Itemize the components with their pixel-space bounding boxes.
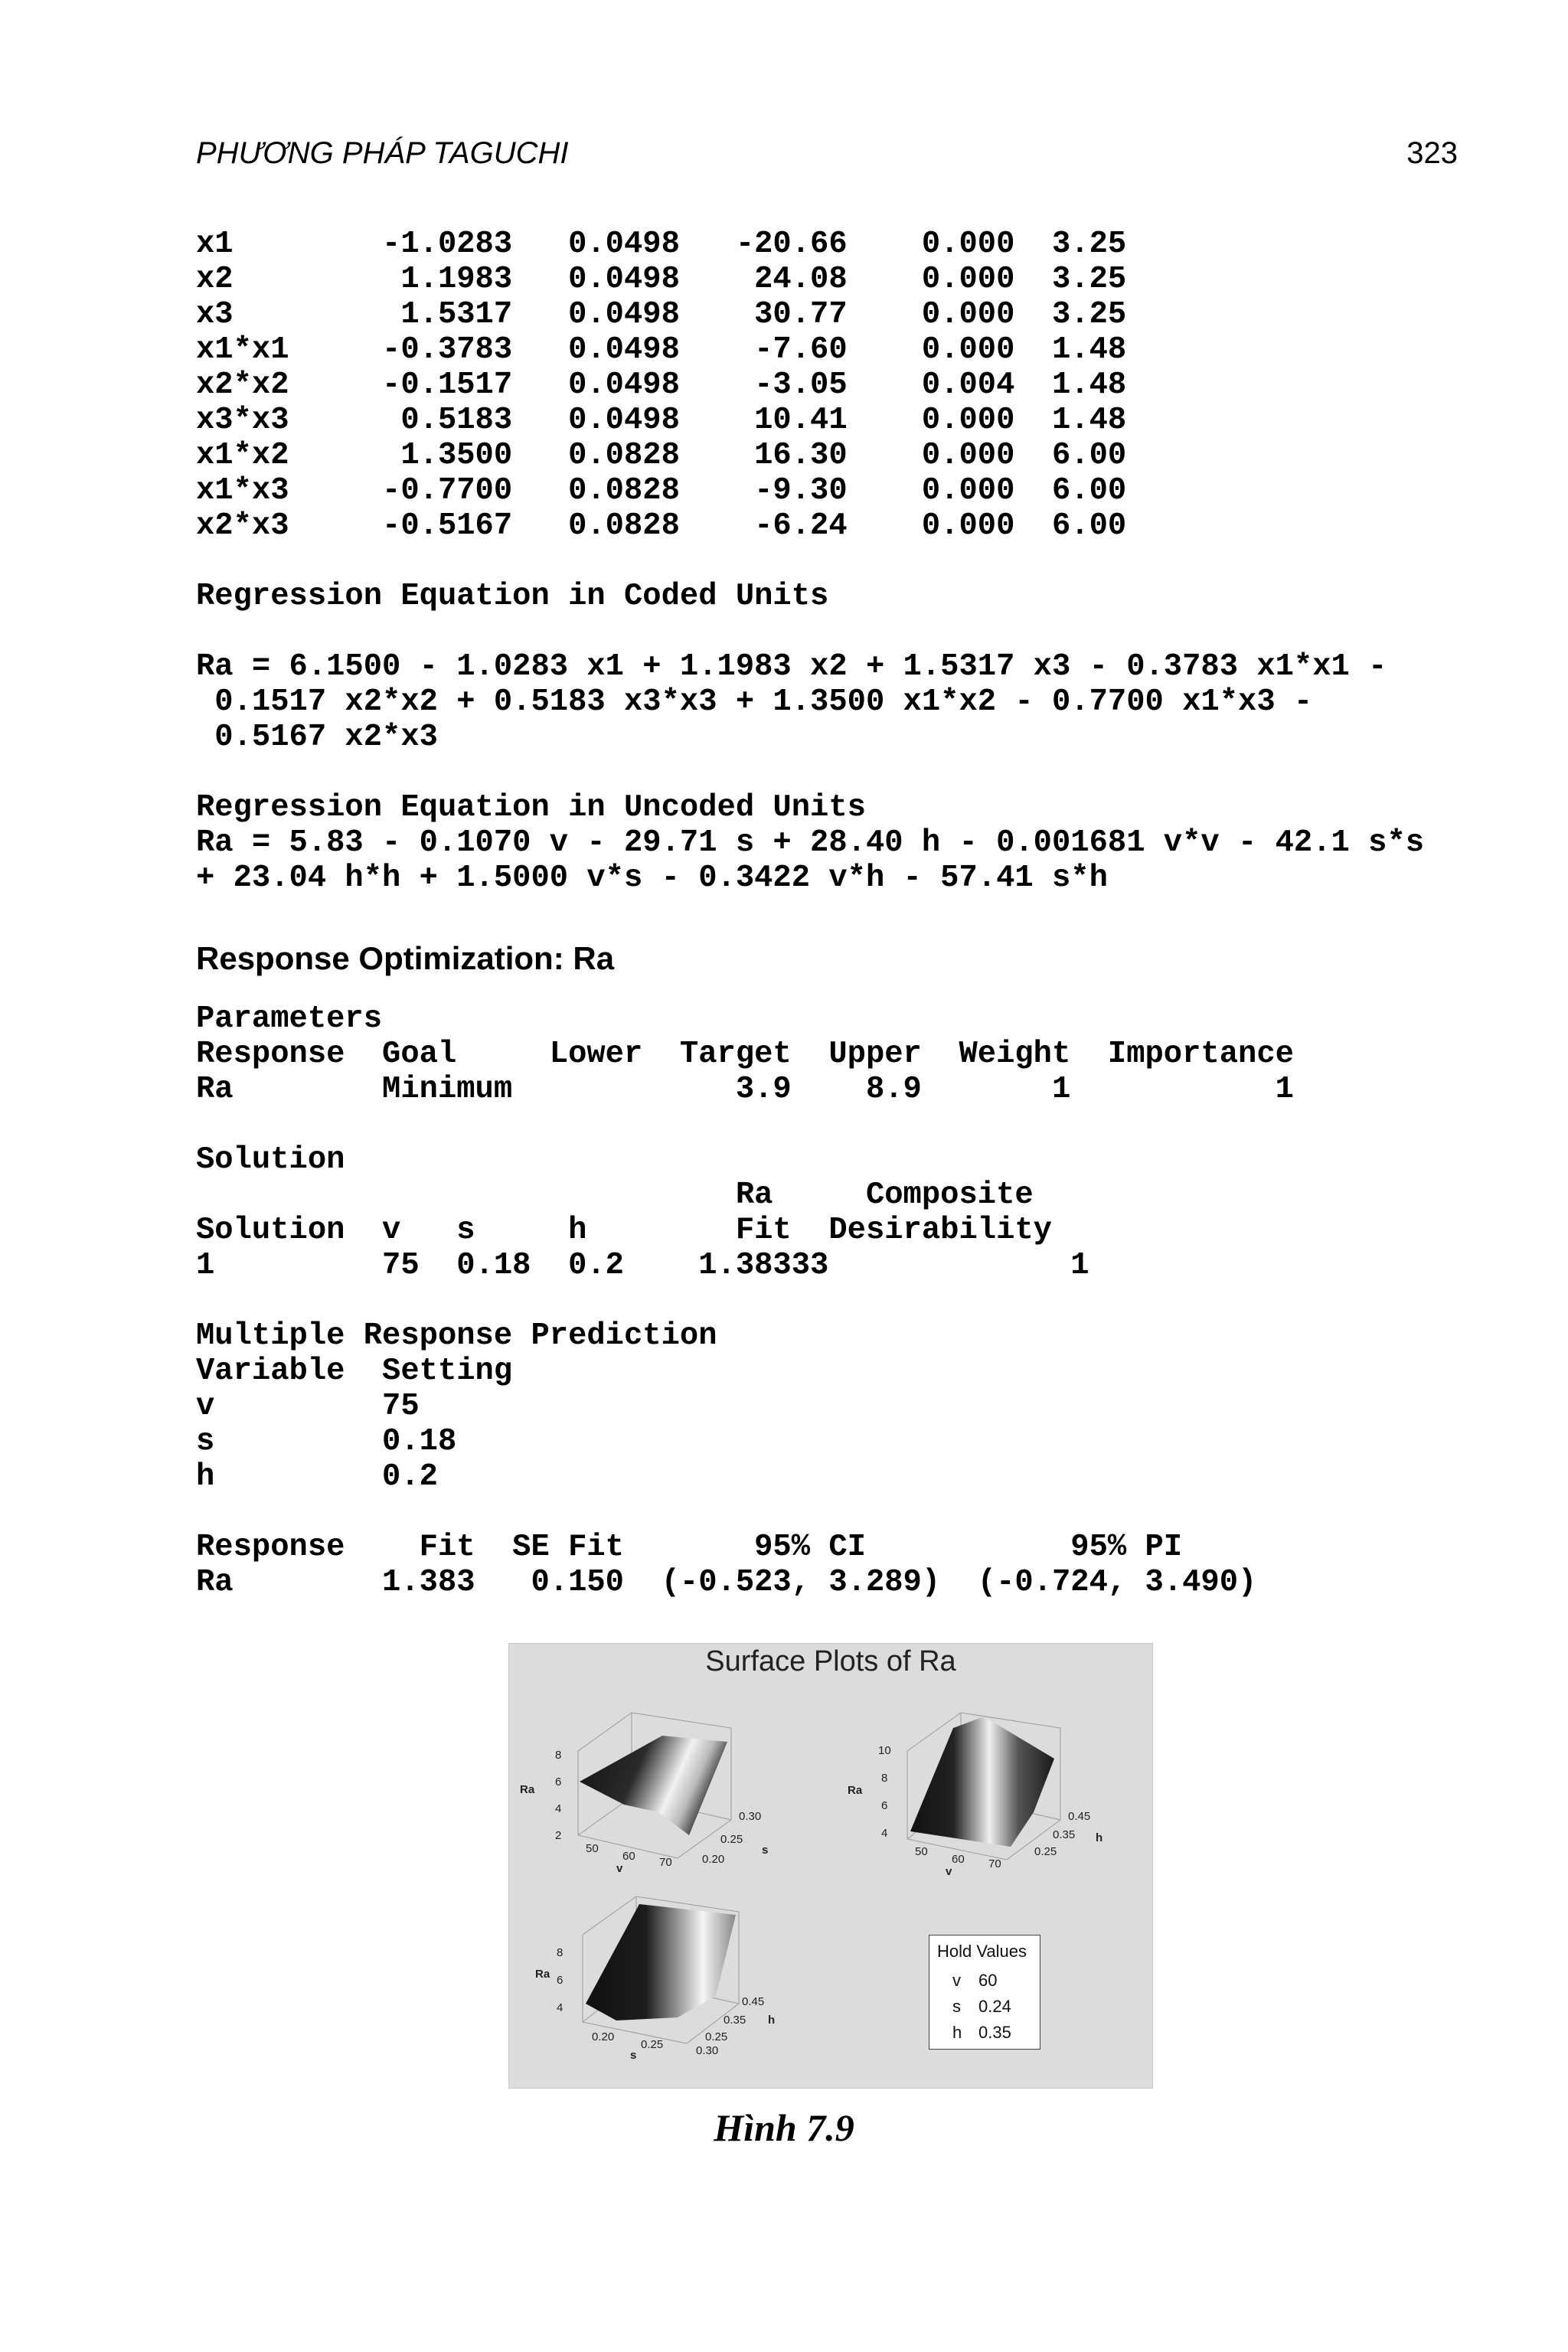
page-number: 323 bbox=[1406, 136, 1458, 170]
z-tick: 6 bbox=[881, 1799, 888, 1812]
response-line: Response Fit SE Fit 95% CI 95% PI bbox=[196, 1530, 1183, 1565]
hold-var-value: 0.24 bbox=[978, 1997, 1011, 2016]
equation-line: 0.1517 x2*x2 + 0.5183 x3*x3 + 1.3500 x1*x2 - 0.7700 x1*x3 - bbox=[196, 684, 1313, 720]
response-line: Ra 1.383 0.150 (-0.523, 3.289) (-0.724, 3.490) bbox=[196, 1565, 1257, 1600]
y-tick: 0.20 bbox=[702, 1853, 725, 1866]
hold-var-value: 0.35 bbox=[978, 2023, 1011, 2042]
figure-title: Surface Plots of Ra bbox=[705, 1645, 956, 1677]
coef-row: x1*x3 -0.7700 0.0828 -9.30 0.000 6.00 bbox=[196, 473, 1127, 508]
hold-values-title: Hold Values bbox=[937, 1942, 1027, 1961]
y-axis-label: h bbox=[1096, 1831, 1103, 1844]
z-tick: 4 bbox=[557, 2001, 564, 2014]
parameters-line: Parameters bbox=[196, 1001, 383, 1037]
prediction-line: s 0.18 bbox=[196, 1424, 457, 1459]
solution-block bbox=[196, 1142, 1089, 1283]
x-tick: 0.20 bbox=[592, 2030, 615, 2043]
z-tick: 6 bbox=[557, 1974, 564, 1987]
prediction-line: h 0.2 bbox=[196, 1459, 438, 1494]
coefficients-table bbox=[196, 227, 1126, 544]
y-tick: 0.25 bbox=[705, 2030, 728, 2043]
coef-row: x2 1.1983 0.0498 24.08 0.000 3.25 bbox=[196, 262, 1127, 297]
surface bbox=[580, 1736, 727, 1835]
prediction-line: Multiple Response Prediction bbox=[196, 1318, 717, 1354]
uncoded-equation-block bbox=[196, 790, 1424, 896]
figure-caption: Hình 7.9 bbox=[714, 2106, 854, 2149]
hold-var-name: v bbox=[952, 1971, 961, 1990]
hold-var-value: 60 bbox=[978, 1971, 998, 1990]
solution-line: Solution v s h Fit Desirability bbox=[196, 1213, 1052, 1248]
z-tick: 10 bbox=[878, 1744, 891, 1757]
z-tick: 4 bbox=[555, 1802, 562, 1815]
x-tick: 0.25 bbox=[641, 2038, 664, 2051]
x-tick: 50 bbox=[586, 1842, 599, 1855]
equation-line: + 23.04 h*h + 1.5000 v*s - 0.3422 v*h - 57.41 s*h bbox=[196, 861, 1108, 896]
y-axis-label: s bbox=[762, 1844, 769, 1857]
uncoded-equation-heading: Regression Equation in Uncoded Units bbox=[196, 790, 866, 825]
equation-line: 0.5167 x2*x3 bbox=[196, 720, 438, 755]
surface bbox=[586, 1904, 736, 2020]
parameters-line: Response Goal Lower Target Upper Weight Importance bbox=[196, 1037, 1294, 1072]
x-axis-label: v bbox=[616, 1862, 623, 1875]
equation-line: Ra = 5.83 - 0.1070 v - 29.71 s + 28.40 h - 0.001681 v*v - 42.1 s*s bbox=[196, 825, 1425, 861]
coded-equation-heading: Regression Equation in Coded Units bbox=[196, 579, 829, 614]
coef-row: x1*x2 1.3500 0.0828 16.30 0.000 6.00 bbox=[196, 438, 1127, 473]
equation-line: Ra = 6.1500 - 1.0283 x1 + 1.1983 x2 + 1.5317 x3 - 0.3783 x1*x1 - bbox=[196, 649, 1387, 684]
y-tick: 0.35 bbox=[724, 2014, 746, 2027]
surface bbox=[910, 1717, 1054, 1847]
z-tick: 6 bbox=[555, 1775, 562, 1788]
coef-row: x2*x3 -0.5167 0.0828 -6.24 0.000 6.00 bbox=[196, 508, 1127, 544]
parameters-block bbox=[196, 1001, 1294, 1107]
x-tick: 0.30 bbox=[696, 2044, 719, 2057]
coef-row: x3*x3 0.5183 0.0498 10.41 0.000 1.48 bbox=[196, 403, 1127, 438]
z-tick: 8 bbox=[557, 1946, 564, 1959]
x-tick: 70 bbox=[659, 1856, 672, 1869]
y-tick: 0.25 bbox=[1034, 1845, 1057, 1858]
z-tick: 8 bbox=[555, 1749, 562, 1762]
y-tick: 0.30 bbox=[739, 1810, 762, 1823]
prediction-block bbox=[196, 1318, 717, 1494]
x-axis-label: s bbox=[630, 2049, 637, 2062]
hold-var-name: s bbox=[952, 1997, 961, 2016]
section-title: Response Optimization: Ra bbox=[196, 940, 615, 976]
x-tick: 60 bbox=[622, 1850, 635, 1863]
coef-row: x1*x1 -0.3783 0.0498 -7.60 0.000 1.48 bbox=[196, 332, 1127, 368]
x-tick: 70 bbox=[988, 1857, 1001, 1870]
page-header-title: PHƯƠNG PHÁP TAGUCHI bbox=[196, 136, 569, 170]
coded-equation bbox=[196, 649, 1387, 755]
z-axis-label: Ra bbox=[520, 1783, 535, 1796]
y-tick: 0.45 bbox=[1068, 1810, 1091, 1823]
hold-values-legend bbox=[929, 1935, 1040, 2050]
z-tick: 2 bbox=[555, 1829, 562, 1842]
x-tick: 50 bbox=[915, 1845, 928, 1858]
solution-line: 1 75 0.18 0.2 1.38333 1 bbox=[196, 1248, 1089, 1283]
y-tick: 0.25 bbox=[720, 1833, 743, 1846]
x-tick: 60 bbox=[952, 1853, 965, 1866]
x-axis-label: v bbox=[946, 1865, 952, 1878]
y-tick: 0.45 bbox=[742, 1995, 765, 2008]
surface-plot-ra-v-s bbox=[509, 1690, 831, 1889]
y-axis-label: h bbox=[768, 2014, 776, 2027]
solution-line: Solution bbox=[196, 1142, 345, 1178]
z-axis-label: Ra bbox=[535, 1968, 550, 1981]
z-tick: 4 bbox=[881, 1827, 888, 1840]
hold-var-name: h bbox=[952, 2023, 962, 2042]
prediction-line: v 75 bbox=[196, 1389, 420, 1424]
prediction-line: Variable Setting bbox=[196, 1354, 513, 1389]
coef-row: x3 1.5317 0.0498 30.77 0.000 3.25 bbox=[196, 297, 1127, 332]
coef-row: x1 -1.0283 0.0498 -20.66 0.000 3.25 bbox=[196, 227, 1127, 262]
surface-plots-figure bbox=[508, 1643, 1153, 2089]
response-block bbox=[196, 1530, 1256, 1600]
surface-plot-ra-v-h bbox=[831, 1690, 1152, 1889]
z-tick: 8 bbox=[881, 1772, 888, 1785]
y-tick: 0.35 bbox=[1053, 1828, 1076, 1841]
solution-line: Ra Composite bbox=[196, 1178, 1034, 1213]
parameters-line: Ra Minimum 3.9 8.9 1 1 bbox=[196, 1072, 1294, 1107]
surface-plot-ra-s-h bbox=[509, 1881, 831, 2088]
z-axis-label: Ra bbox=[848, 1784, 863, 1797]
coded-equation-block bbox=[196, 579, 828, 614]
coef-row: x2*x2 -0.1517 0.0498 -3.05 0.004 1.48 bbox=[196, 368, 1127, 403]
